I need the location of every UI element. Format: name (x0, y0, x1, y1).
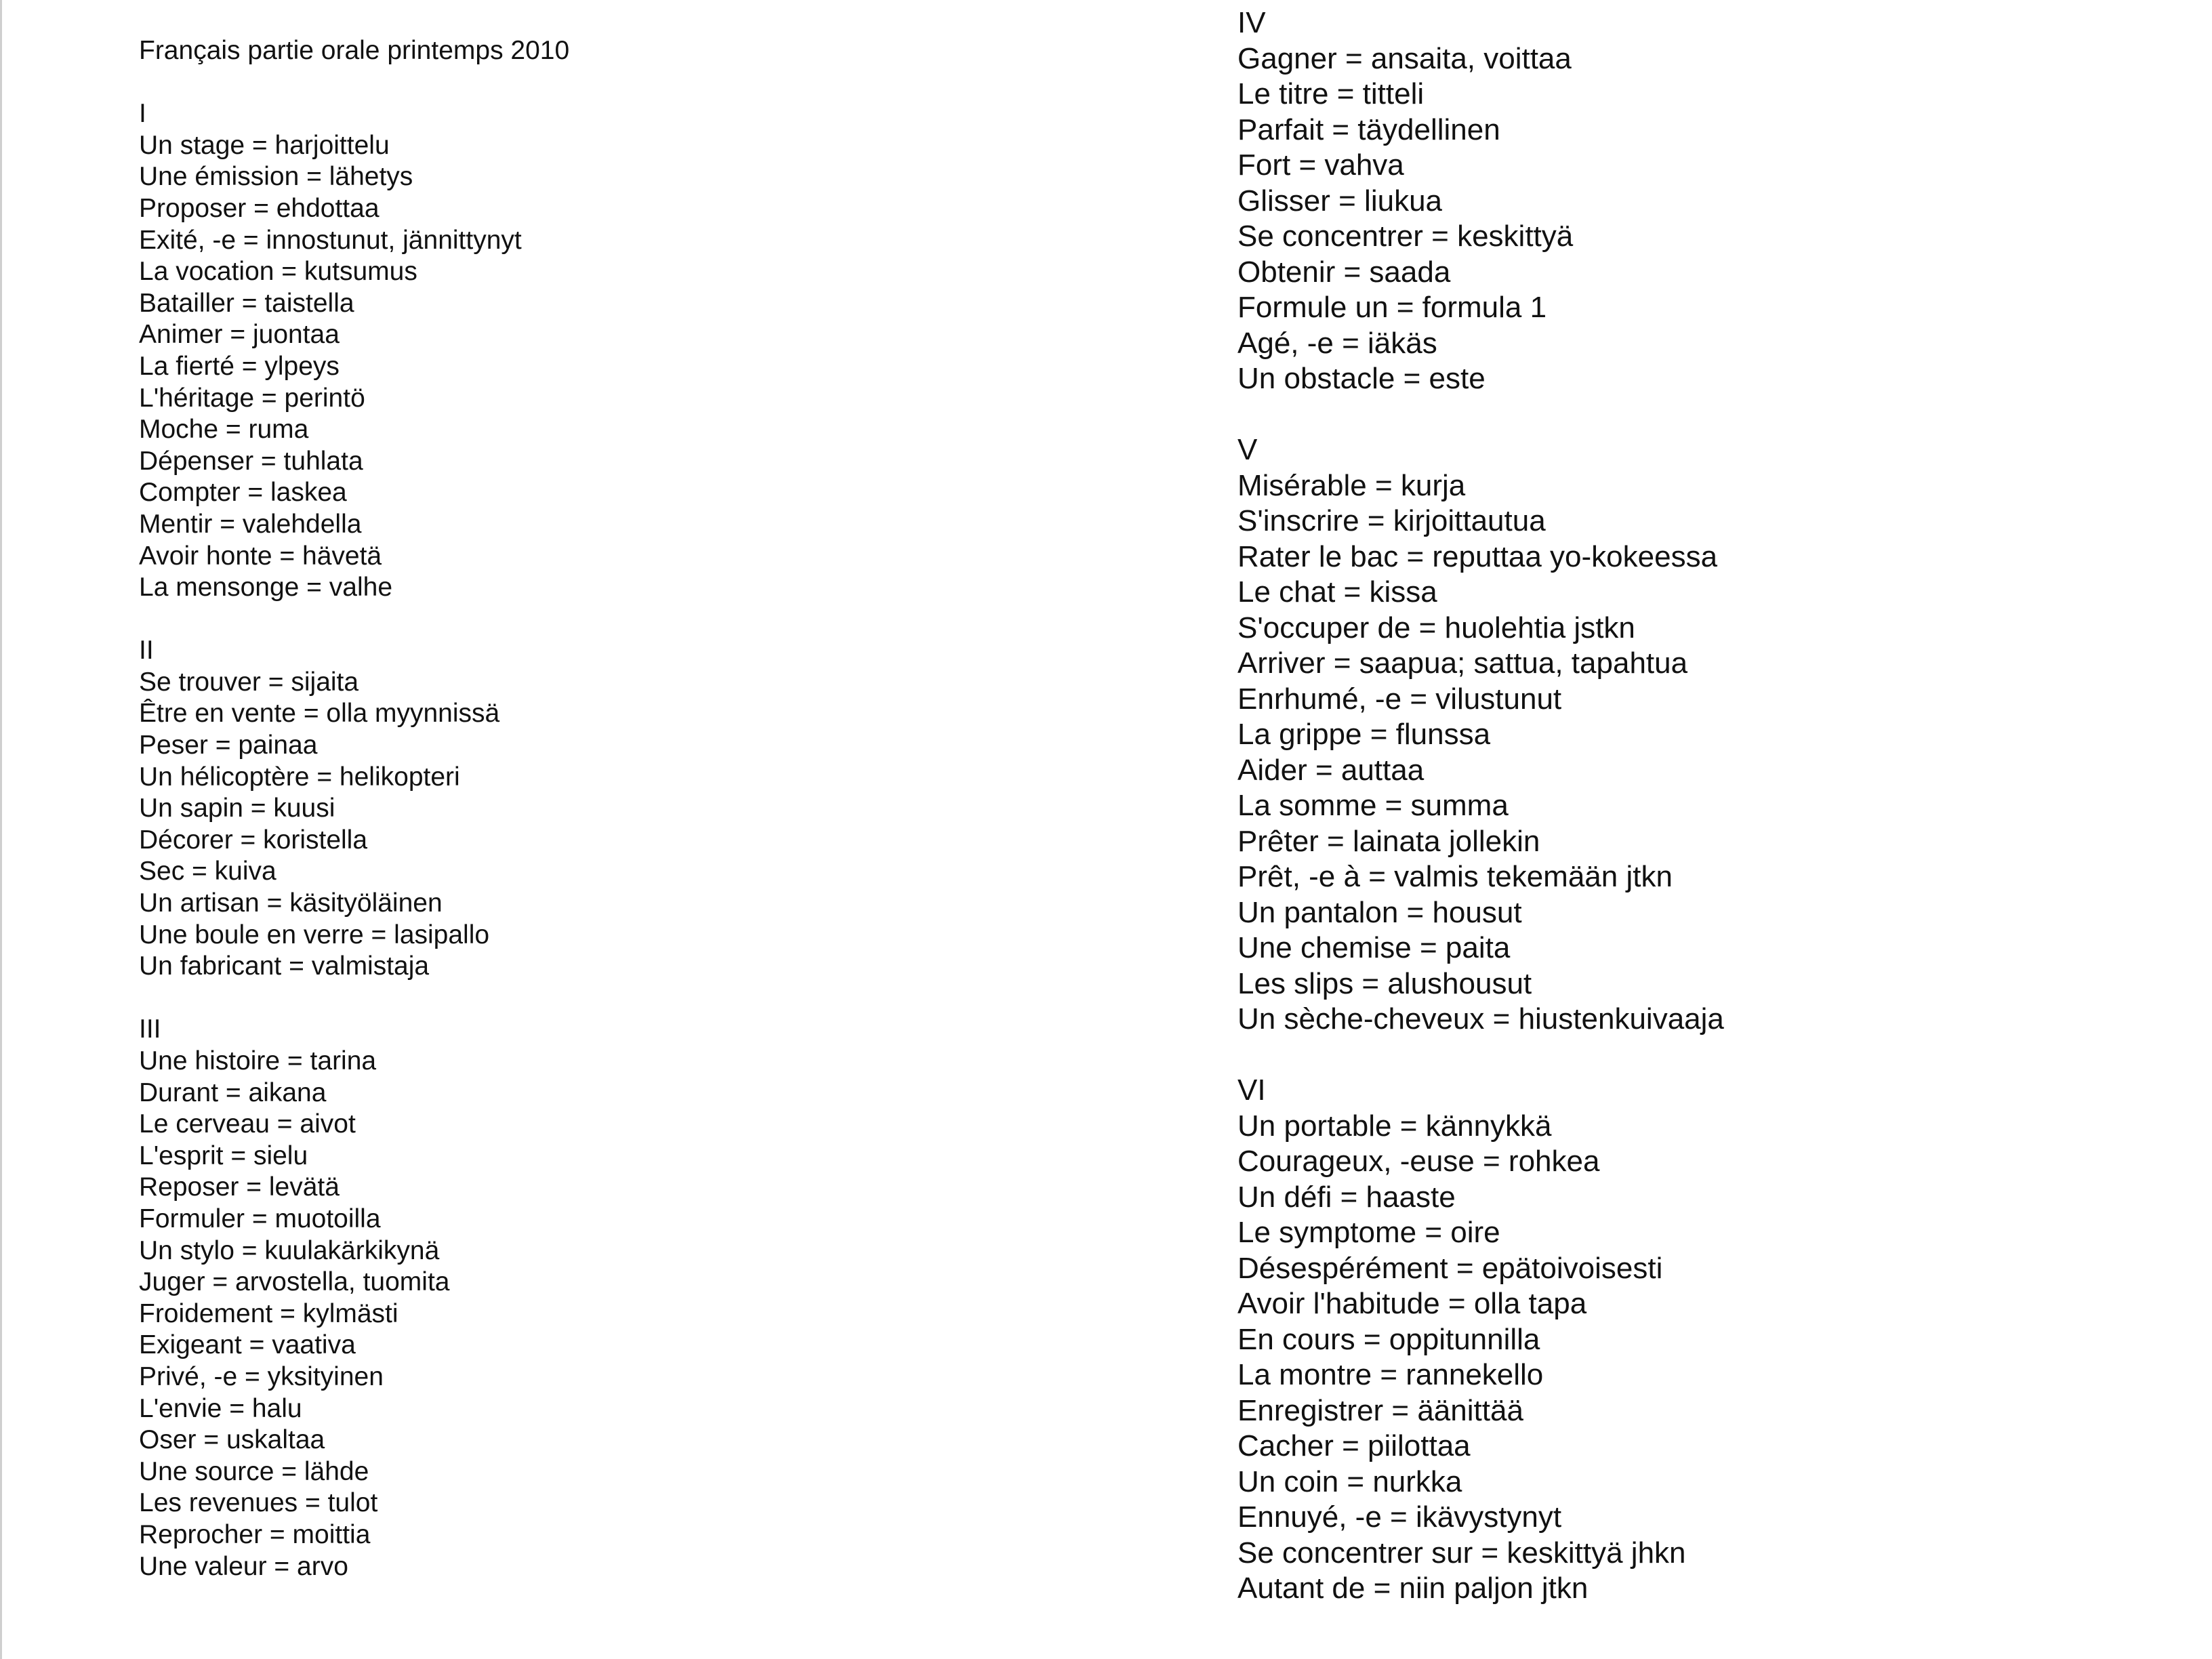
section-heading: IV (1237, 6, 1266, 39)
vocab-entry: Se concentrer sur = keskittyä jhkn (1237, 1536, 1686, 1570)
vocab-entry: Se concentrer = keskittyä (1237, 220, 1574, 253)
section-heading: II (139, 636, 154, 665)
vocab-entry: Ennuyé, -e = ikävystynyt (1237, 1500, 1562, 1534)
vocab-entry: Une source = lähde (139, 1456, 369, 1486)
vocab-entry: Un sèche-cheveux = hiustenkuivaaja (1237, 1002, 1724, 1036)
vocab-entry: L'héritage = perintö (139, 383, 365, 413)
vocab-entry: Proposer = ehdottaa (139, 193, 380, 223)
vocab-entry: Un sapin = kuusi (139, 794, 335, 823)
vocab-entry: Un portable = kännykkä (1237, 1109, 1552, 1143)
spacer (139, 67, 1155, 99)
vocab-entry: Se trouver = sijaita (139, 667, 359, 697)
vocab-entry: La somme = summa (1237, 789, 1509, 822)
vocab-entry: La fierté = ylpeys (139, 351, 340, 381)
vocab-entry: Une boule en verre = lasipallo (139, 920, 490, 949)
vocab-entry: Mentir = valehdella (139, 509, 362, 539)
vocab-entry: Désespérément = epätoivoisesti (1237, 1251, 1663, 1285)
vocab-entry: Exité, -e = innostunut, jännittynyt (139, 225, 522, 255)
vocab-entry: Arriver = saapua; sattua, tapahtua (1237, 647, 1688, 680)
vocab-entry: Reprocher = moittia (139, 1519, 371, 1549)
vocab-entry: Misérable = kurja (1237, 468, 1466, 502)
section-4 (1237, 5, 2186, 397)
section-heading: I (139, 99, 146, 129)
vocab-entry: Les slips = alushousut (1237, 966, 1532, 1000)
vocab-entry: Autant de = niin paljon jtkn (1237, 1572, 1589, 1605)
vocab-entry: Le chat = kissa (1237, 575, 1437, 609)
vocab-entry: Le titre = titteli (1237, 77, 1425, 110)
vocab-entry: Formuler = muotoilla (139, 1204, 381, 1233)
vocab-entry: Parfait = täydellinen (1237, 112, 1500, 146)
vocab-entry: Une émission = lähetys (139, 162, 413, 192)
vocab-entry: Un défi = haaste (1237, 1180, 1456, 1214)
vocab-entry: Batailler = taistella (139, 288, 354, 318)
vocab-entry: Le symptome = oire (1237, 1216, 1500, 1249)
vocab-entry: Un obstacle = este (1237, 362, 1486, 395)
vocab-entry: En cours = oppitunnilla (1237, 1322, 1540, 1356)
vocab-entry: Un coin = nurkka (1237, 1465, 1462, 1498)
vocab-entry: Un stylo = kuulakärkikynä (139, 1235, 440, 1265)
vocab-entry: S'inscrire = kirjoittautua (1237, 504, 1546, 537)
vocab-entry: La grippe = flunssa (1237, 718, 1491, 751)
spacer (1237, 397, 2186, 433)
vocab-entry: Durant = aikana (139, 1078, 327, 1107)
vocab-entry: Un hélicoptère = helikopteri (139, 762, 460, 792)
vocab-entry: Une chemise = paita (1237, 931, 1511, 964)
vocab-entry: Avoir honte = hävetä (139, 541, 382, 571)
vocab-entry: Une histoire = tarina (139, 1046, 377, 1076)
vocab-entry: L'esprit = sielu (139, 1141, 308, 1170)
vocab-entry: Décorer = koristella (139, 825, 368, 855)
vocab-entry: Glisser = liukua (1237, 184, 1443, 218)
section-5 (1237, 432, 2186, 1038)
vocab-entry: Moche = ruma (139, 415, 309, 445)
section-heading: V (1237, 433, 1258, 466)
vocab-entry: La vocation = kutsumus (139, 257, 417, 287)
section-3 (139, 1014, 1155, 1582)
vocab-entry: Être en vente = olla myynnissä (139, 699, 500, 729)
section-heading: III (139, 1015, 161, 1044)
vocab-entry: Juger = arvostella, tuomita (139, 1267, 450, 1297)
vocab-entry: Exigeant = vaativa (139, 1330, 356, 1360)
vocab-entry: La mensonge = valhe (139, 573, 393, 602)
vocab-entry: Le cerveau = aivot (139, 1109, 356, 1139)
vocab-entry: Courageux, -euse = rohkea (1237, 1145, 1600, 1178)
spacer (139, 604, 1155, 636)
vocab-entry: Froidement = kylmästi (139, 1298, 398, 1328)
vocab-entry: Enregistrer = äänittää (1237, 1393, 1523, 1427)
document-title: Français partie orale printemps 2010 (139, 36, 570, 65)
vocab-entry: Formule un = formula 1 (1237, 291, 1547, 324)
vocab-entry: Un pantalon = housut (1237, 895, 1522, 929)
vocab-entry: Gagner = ansaita, voittaa (1237, 41, 1572, 75)
vocab-entry: Un fabricant = valmistaja (139, 951, 430, 981)
vocab-entry: Aider = auttaa (1237, 753, 1425, 787)
vocab-entry: Agé, -e = iäkäs (1237, 326, 1437, 360)
vocab-entry: Rater le bac = reputtaa yo-kokeessa (1237, 539, 1718, 573)
vocab-entry: L'envie = halu (139, 1393, 302, 1423)
section-1 (139, 98, 1155, 604)
vocab-entry: Oser = uskaltaa (139, 1425, 325, 1455)
section-6 (1237, 1073, 2186, 1607)
vocab-entry: S'occuper de = huolehtia jstkn (1237, 611, 1635, 644)
vocab-entry: Animer = juontaa (139, 320, 340, 350)
vocab-entry: Dépenser = tuhlata (139, 446, 363, 476)
vocab-entry: Peser = painaa (139, 731, 318, 760)
left-column (139, 35, 1155, 1582)
vocab-entry: Sec = kuiva (139, 857, 276, 886)
spacer (1237, 1038, 2186, 1073)
vocab-entry: La montre = rannekello (1237, 1358, 1544, 1391)
vocab-entry: Compter = laskea (139, 478, 347, 508)
vocab-entry: Un stage = harjoittelu (139, 130, 390, 160)
vocab-entry: Reposer = levätä (139, 1172, 340, 1202)
vocab-entry: Un artisan = käsityöläinen (139, 888, 443, 918)
spacer (139, 983, 1155, 1015)
vocab-entry: Cacher = piilottaa (1237, 1429, 1471, 1462)
vocab-entry: Avoir l'habitude = olla tapa (1237, 1287, 1587, 1320)
vocab-entry: Privé, -e = yksityinen (139, 1361, 384, 1391)
section-2 (139, 635, 1155, 983)
section-heading: VI (1237, 1073, 1266, 1107)
vocab-entry: Prêter = lainata jollekin (1237, 824, 1540, 858)
vocab-entry: Une valeur = arvo (139, 1551, 348, 1581)
vocab-entry: Enrhumé, -e = vilustunut (1237, 682, 1562, 716)
vocab-entry: Les revenues = tulot (139, 1488, 378, 1518)
vocab-entry: Obtenir = saada (1237, 255, 1451, 289)
vocab-entry: Fort = vahva (1237, 148, 1404, 182)
right-column (1237, 5, 2186, 1607)
vocab-entry: Prêt, -e à = valmis tekemään jtkn (1237, 860, 1673, 893)
page-edge (0, 0, 2, 1659)
